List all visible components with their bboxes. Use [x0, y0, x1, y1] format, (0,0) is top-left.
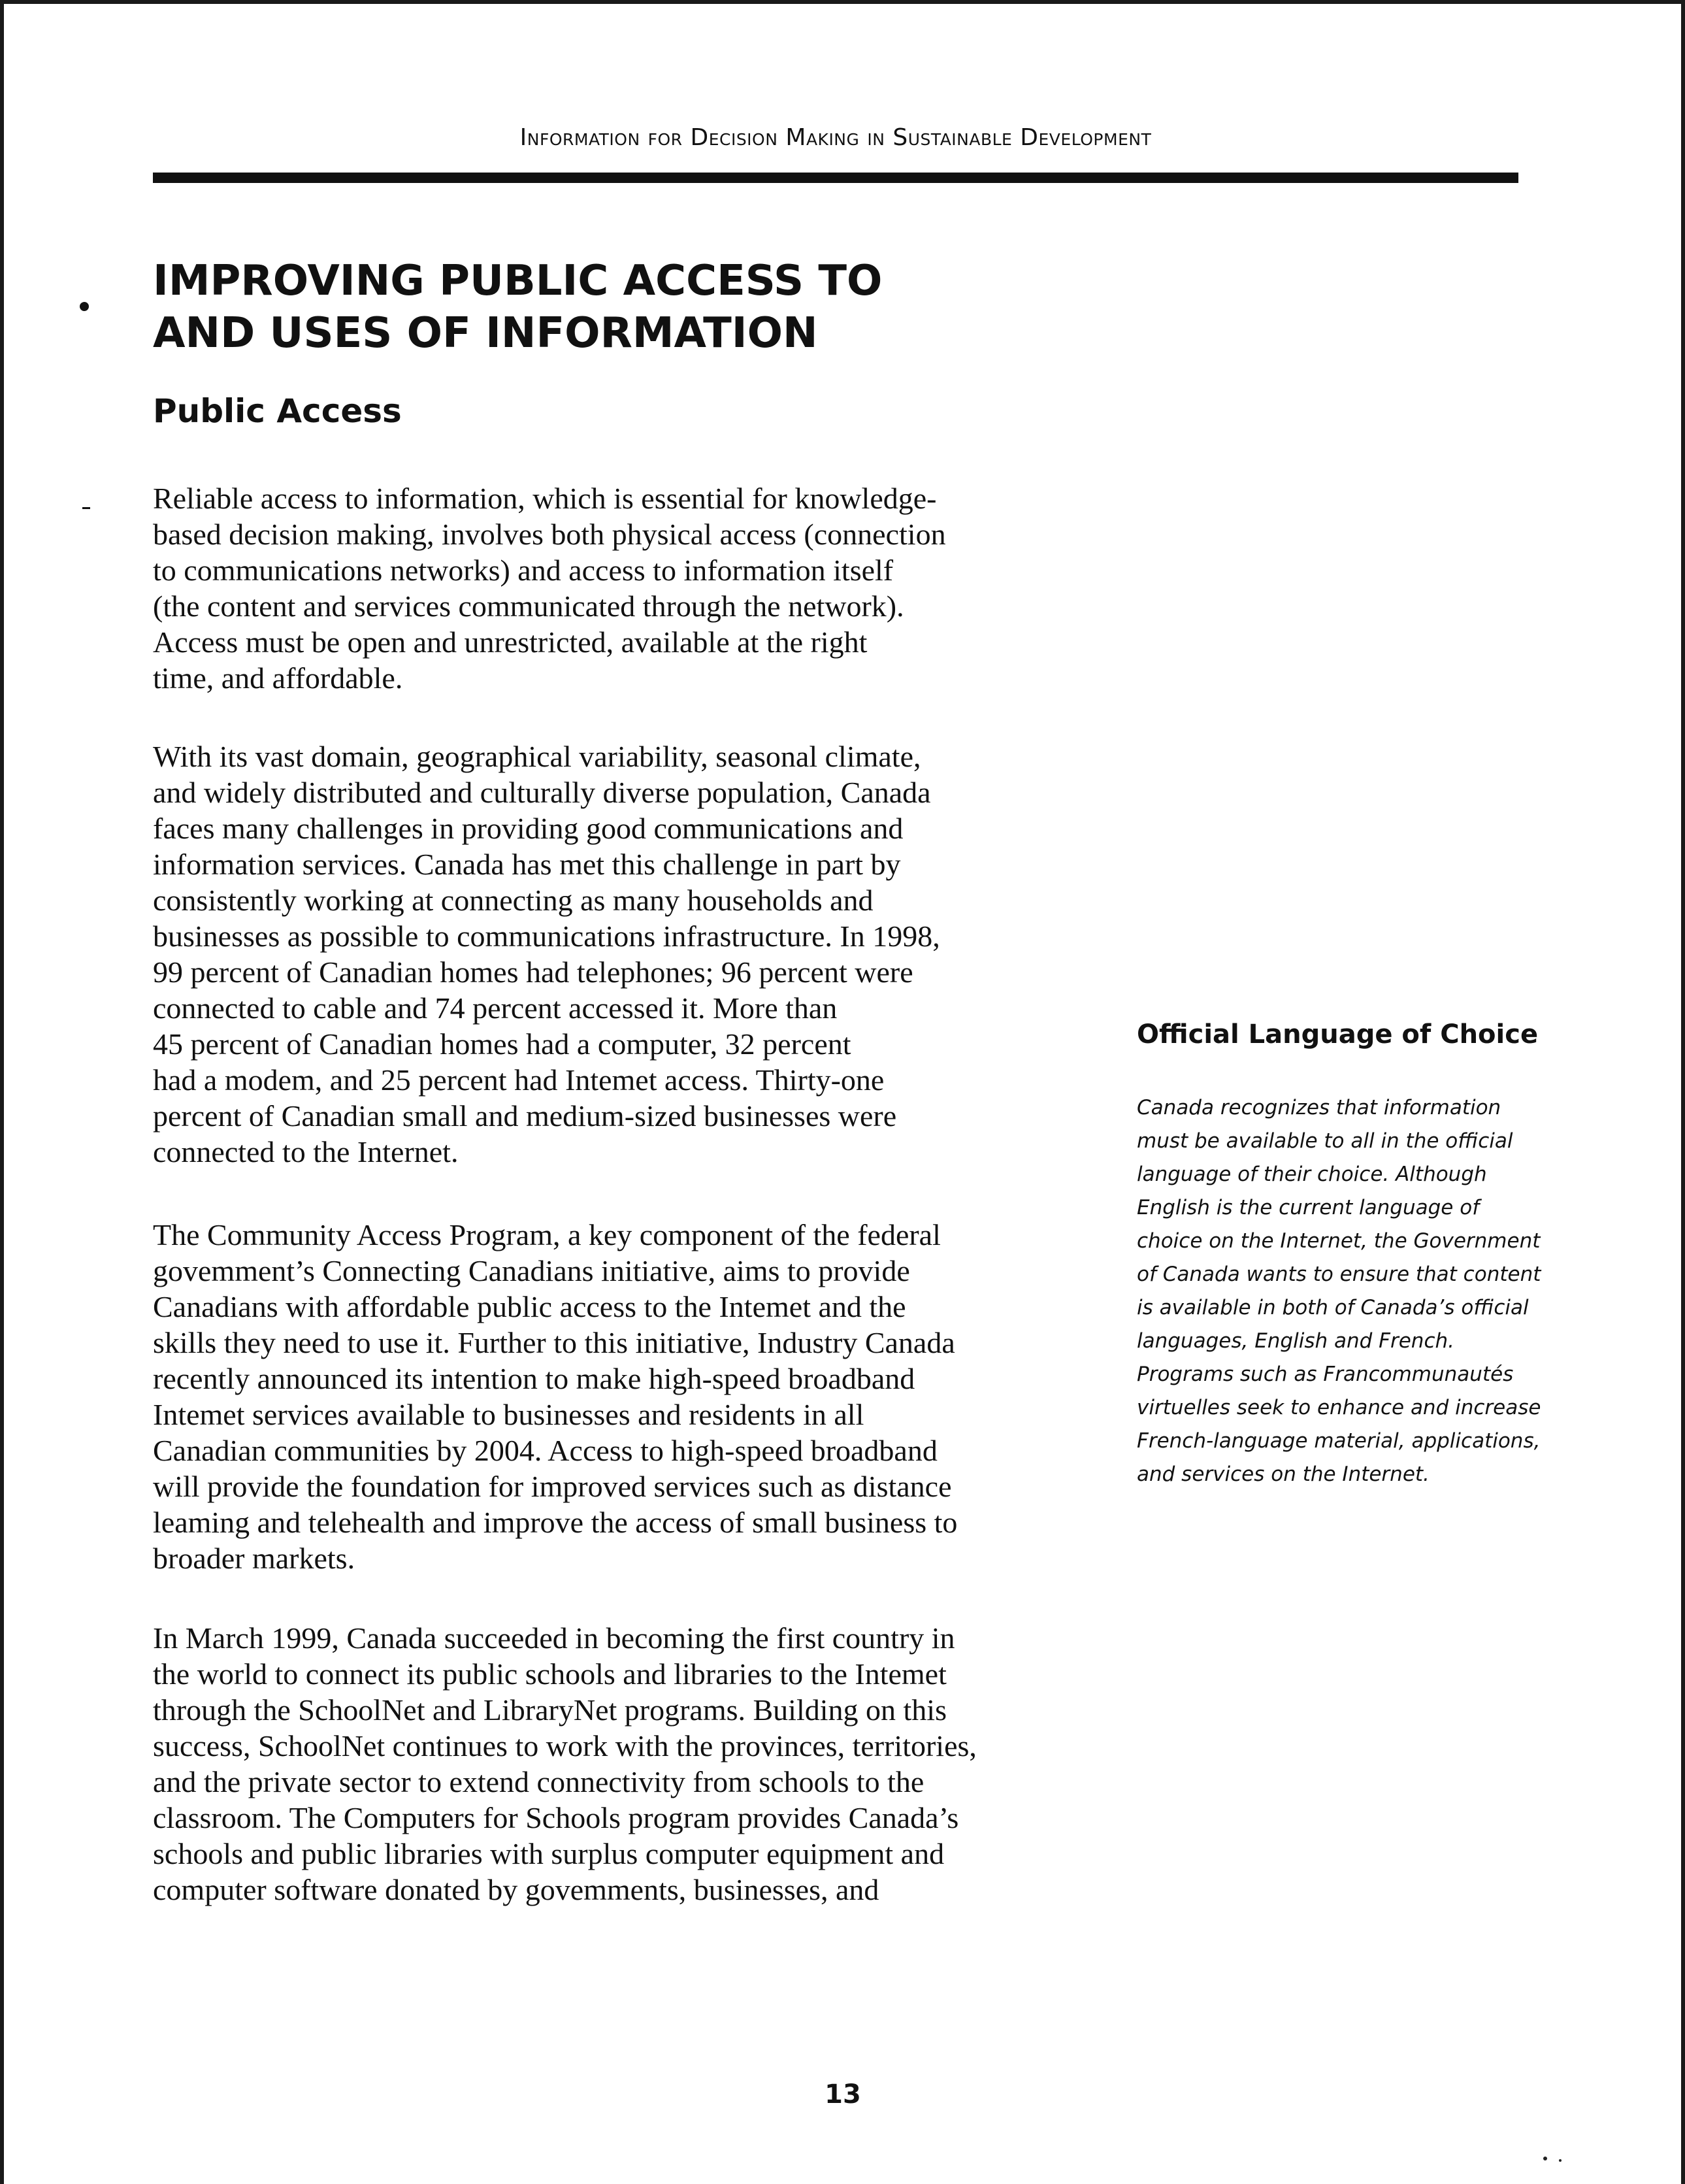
sidebar-line: language of their choice. Although [1137, 1163, 1487, 1186]
paragraph-line: schools and public libraries with surplus computer equipment and [153, 1837, 945, 1870]
section-title [153, 255, 1068, 359]
paragraph-line: based decision making, involves both physical access (connection [153, 518, 946, 551]
sidebar-line: and services on the Internet. [1137, 1463, 1430, 1486]
paragraph-line: had a modem, and 25 percent had Intemet access. Thirty-one [153, 1063, 885, 1097]
paragraph-line: the world to connect its public schools and libraries to the Intemet [153, 1657, 947, 1691]
sidebar-line: French-language material, applications, [1137, 1429, 1541, 1453]
subsection-title: Public Access [153, 392, 402, 430]
scan-border-right [1681, 0, 1685, 2184]
paragraph-line: skills they need to use it. Further to this initiative, Industry Canada [153, 1326, 955, 1359]
sidebar-line: Canada recognizes that information [1137, 1096, 1501, 1119]
paragraph-line: consistently working at connecting as many households and [153, 884, 874, 917]
paragraph-line: time, and affordable. [153, 661, 403, 695]
paragraph-line: faces many challenges in providing good communications and [153, 812, 904, 845]
scan-speck [1559, 2159, 1562, 2162]
sidebar-line: choice on the Internet, the Government [1137, 1229, 1541, 1253]
paragraph-line: (the content and services communicated through the network). [153, 589, 904, 623]
paragraph-line: In March 1999, Canada succeeded in becoming the first country in [153, 1621, 955, 1655]
paragraph-line: Access must be open and unrestricted, available at the right [153, 625, 868, 659]
page-number: 13 [825, 2079, 861, 2110]
header-rule [153, 173, 1518, 183]
paragraph-line: and widely distributed and culturally diverse population, Canada [153, 776, 931, 809]
paragraph-line: success, SchoolNet continues to work with the provinces, territories, [153, 1729, 977, 1762]
margin-bullet-mark [80, 302, 89, 311]
paragraph-line: recently announced its intention to make high-speed broadband [153, 1362, 915, 1395]
section-title-line-1: IMPROVING PUBLIC ACCESS TO [153, 257, 883, 305]
paragraph-line: govemment’s Connecting Canadians initiative, aims to provide [153, 1254, 910, 1287]
paragraph-line: With its vast domain, geographical variability, seasonal climate, [153, 740, 921, 773]
paragraph-line: Canadians with affordable public access to the Intemet and the [153, 1290, 906, 1323]
paragraph-line: broader markets. [153, 1542, 355, 1575]
scan-speck [1543, 2157, 1547, 2160]
margin-dash-mark [82, 507, 90, 509]
paragraph-line: Reliable access to information, which is essential for knowledge- [153, 482, 937, 515]
sidebar-line: must be available to all in the official [1137, 1129, 1513, 1153]
sidebar-text [1137, 1091, 1555, 1491]
paragraph-line: classroom. The Computers for Schools program provides Canada’s [153, 1801, 959, 1834]
paragraph-line: Intemet services available to businesses and residents in all [153, 1398, 864, 1431]
paragraph-2 [153, 738, 1022, 1170]
paragraph-line: through the SchoolNet and LibraryNet programs. Building on this [153, 1693, 947, 1727]
paragraph-4 [153, 1620, 1022, 1908]
paragraph-line: computer software donated by govemments, businesses, and [153, 1873, 879, 1906]
paragraph-line: connected to cable and 74 percent accessed it. More than [153, 991, 838, 1025]
section-title-line-2: AND USES OF INFORMATION [153, 309, 818, 357]
paragraph-line: businesses as possible to communications infrastructure. In 1998, [153, 919, 940, 953]
running-header: Information for Decision Making in Sustainable Development [519, 124, 1152, 151]
scan-border-left [0, 0, 4, 2184]
sidebar-line: of Canada wants to ensure that content [1137, 1263, 1541, 1286]
paragraph-line: Canadian communities by 2004. Access to high-speed broadband [153, 1434, 938, 1467]
paragraph-line: and the private sector to extend connectivity from schools to the [153, 1765, 924, 1798]
sidebar-line: Programs such as Francommunautés [1137, 1363, 1514, 1386]
paragraph-line: connected to the Internet. [153, 1135, 459, 1168]
paragraph-line: The Community Access Program, a key component of the federal [153, 1218, 941, 1251]
paragraph-line: leaming and telehealth and improve the access of small business to [153, 1506, 958, 1539]
sidebar-line: virtuelles seek to enhance and increase [1137, 1396, 1541, 1419]
paragraph-line: information services. Canada has met this challenge in part by [153, 848, 901, 881]
sidebar-line: languages, English and French. [1137, 1329, 1454, 1353]
paragraph-line: percent of Canadian small and medium-sized businesses were [153, 1099, 897, 1133]
scan-border-top [0, 0, 1685, 4]
sidebar-line: is available in both of Canada’s official [1137, 1296, 1529, 1319]
sidebar-title: Official Language of Choice [1137, 1019, 1539, 1050]
paragraph-3 [153, 1217, 1022, 1576]
paragraph-1 [153, 480, 1022, 696]
sidebar-line: English is the current language of [1137, 1196, 1480, 1219]
paragraph-line: will provide the foundation for improved services such as distance [153, 1470, 952, 1503]
paragraph-line: 45 percent of Canadian homes had a computer, 32 percent [153, 1027, 851, 1061]
paragraph-line: to communications networks) and access to information itself [153, 554, 894, 587]
paragraph-line: 99 percent of Canadian homes had telephones; 96 percent were [153, 955, 913, 989]
